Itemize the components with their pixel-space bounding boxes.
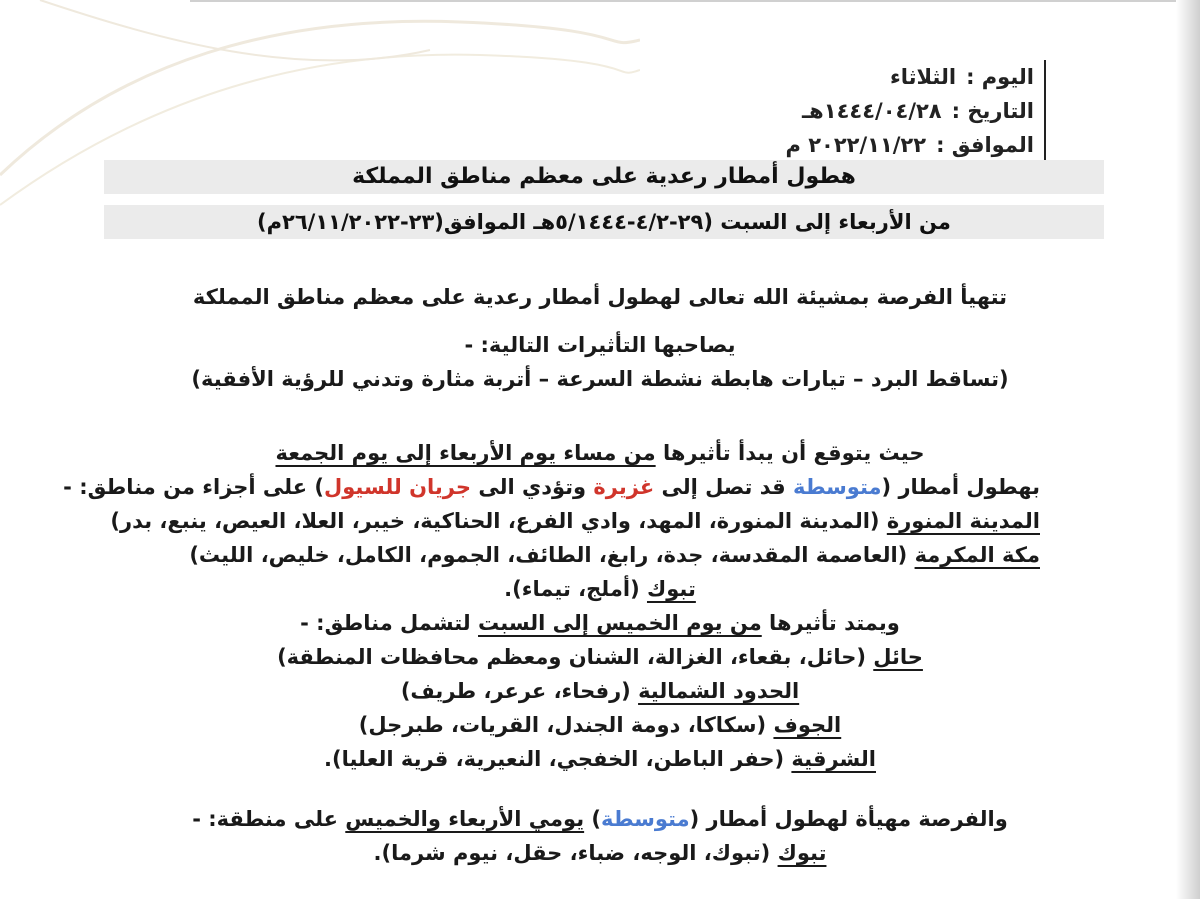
chance-medium: متوسطة [601, 807, 690, 831]
region-name: حائل [873, 645, 923, 669]
day-line [734, 60, 1034, 94]
rain-line [63, 470, 1050, 504]
region-line [150, 708, 1050, 742]
day-label: اليوم : [966, 65, 1034, 89]
region-places: (المدينة المنورة، المهد، وادي الفرع، الحناكية، خيبر، العلا، العيص، ينبع، بدر) [110, 509, 887, 533]
region-name: المدينة المنورة [886, 509, 1040, 533]
document-header [734, 60, 1046, 162]
region-name: مكة المكرمة [914, 543, 1040, 567]
rain-text-1: بهطول أمطار ( [881, 475, 1040, 499]
chance-text-1: والفرصة مهيأة لهطول أمطار ( [689, 807, 1008, 831]
expect-prefix: حيث يتوقع أن يبدأ تأثيرها [655, 441, 925, 465]
region-name: الشرقية [791, 747, 876, 771]
region-line [150, 572, 1050, 606]
date-label: التاريخ : [951, 99, 1034, 123]
chance-period: يومي الأربعاء والخميس [345, 807, 585, 831]
gregorian-date-line [734, 128, 1034, 162]
chance-text-2: ) [584, 807, 602, 831]
page-top-edge [190, 0, 1176, 2]
rain-text-3: وتؤدي الى [471, 475, 594, 499]
title-bar [104, 160, 1104, 194]
extend-text-2: لتشمل مناطق: - [300, 611, 479, 635]
rain-text-2: قد تصل إلى [654, 475, 793, 499]
rain-medium: متوسطة [792, 475, 882, 499]
expect-line [150, 436, 1050, 470]
extend-period: من يوم الخميس إلى السبت [478, 611, 762, 635]
chance-text-3: على منطقة: - [192, 807, 346, 831]
intro-paragraph: تتهيأ الفرصة بمشيئة الله تعالى لهطول أمطار رعدية على معظم مناطق المملكة [192, 285, 1008, 309]
region-line [110, 504, 1050, 538]
rain-text-4: ) على أجزاء من مناطق: - [63, 475, 325, 499]
region-line [150, 836, 1050, 870]
day-value: الثلاثاء [889, 65, 957, 89]
gregorian-value: ٢٠٢٢/١١/٢٢ م [785, 133, 927, 157]
region-name: الجوف [773, 713, 842, 737]
region-line [150, 640, 1050, 674]
region-places: (تبوك، الوجه، ضباء، حقل، نيوم شرما). [373, 841, 778, 865]
extend-text-1: ويمتد تأثيرها [761, 611, 900, 635]
rain-flow: جريان للسيول [324, 475, 472, 499]
region-name: تبوك [646, 577, 696, 601]
region-places: (حائل، بقعاء، الغزالة، الشنان ومعظم محافظات المنطقة) [277, 645, 874, 669]
region-name: الحدود الشمالية [638, 679, 800, 703]
document-title: هطول أمطار رعدية على معظم مناطق المملكة [352, 164, 856, 189]
region-places: (العاصمة المقدسة، جدة، رابغ، الطائف، الجموم، الكامل، خليص، الليث) [189, 543, 915, 567]
region-places: (سكاكا، دومة الجندل، القريات، طبرجل) [358, 713, 774, 737]
page-edge-shadow [1176, 0, 1200, 899]
rain-heavy: غزيرة [593, 475, 655, 499]
region-places: (رفحاء، عرعر، طريف) [400, 679, 639, 703]
region-places: (حفر الباطن، الخفجي، النعيرية، قرية العليا). [324, 747, 792, 771]
gregorian-label: الموافق : [936, 133, 1034, 157]
expect-period: من مساء يوم الأربعاء إلى يوم الجمعة [275, 441, 656, 465]
date-line [734, 94, 1034, 128]
date-value: ١٤٤٤/٠٤/٢٨هـ [802, 99, 942, 123]
region-name: تبوك [777, 841, 827, 865]
subtitle-bar [104, 205, 1104, 239]
region-line [150, 674, 1050, 708]
region-line [150, 538, 1050, 572]
document-subtitle: من الأربعاء إلى السبت (٢٩-٤/٢-٥/١٤٤٤هـ الموافق(٢٣-٢٦/١١/٢٠٢٢م) [257, 210, 951, 234]
chance-line [150, 802, 1050, 836]
region-places: (أملج، تيماء). [504, 577, 647, 601]
document-body [63, 280, 1050, 870]
region-line [150, 742, 1050, 776]
effects-list: (تساقط البرد – تيارات هابطة نشطة السرعة – أتربة مثارة وتدني للرؤية الأفقية) [191, 367, 1009, 391]
effects-lead: يصاحبها التأثيرات التالية: - [464, 333, 736, 357]
extend-line [150, 606, 1050, 640]
